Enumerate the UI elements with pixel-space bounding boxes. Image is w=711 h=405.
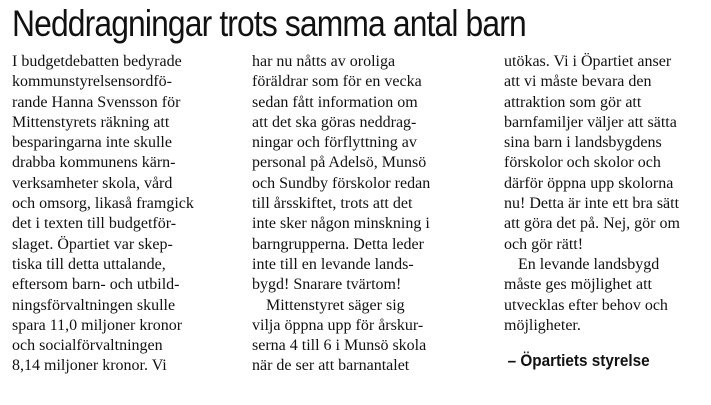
body-line: verksamheter skola, vård (12, 174, 173, 192)
body-line: ningsförvaltningen skulle (12, 296, 176, 314)
body-line: tiska till detta uttalande, (12, 255, 166, 273)
article-column-3 (504, 52, 709, 371)
body-line: ningar och förflyttning av (252, 134, 417, 152)
body-line: när de ser att barnantalet (252, 357, 410, 375)
body-line: 8,14 miljoner kronor. Vi (12, 357, 167, 375)
body-line: nu! Detta är inte ett bra sätt (504, 195, 680, 213)
body-line: serna 4 till 6 i Munsö skola (252, 337, 427, 355)
headline: Neddragningar trots samma antal barn (12, 3, 526, 44)
body-line: har nu nåtts av oroliga (252, 53, 396, 70)
body-line: vilja öppna upp för årskur- (252, 316, 424, 334)
body-line: inte sker någon minskning i (252, 215, 430, 233)
body-line: och omsorg, likaså framgick (12, 195, 194, 213)
body-line: förskolor och skolor och (504, 154, 661, 172)
article-column-2 (252, 52, 482, 377)
body-line: attraktion som gör att (504, 93, 642, 111)
body-line: drabba kommunens kärn- (12, 154, 176, 172)
body-line: och socialförvaltningen (12, 337, 163, 355)
body-line: I budgetdebatten bedyrade (12, 53, 182, 70)
body-line: bygd! Snarare tvärtom! (252, 276, 402, 294)
body-line: spara 11,0 miljoner kronor (12, 316, 183, 334)
body-line: utvecklas efter behov och (504, 296, 668, 314)
paragraph-start-line: En levande landsbygd (518, 255, 660, 273)
body-line: barngrupperna. Detta leder (252, 235, 424, 253)
body-line: sina barn i landsbygdens (504, 134, 662, 152)
body-line: möjligheter. (504, 316, 581, 334)
body-line: Mittenstyrets räkning att (12, 113, 170, 131)
body-line: sedan fått information om (252, 93, 418, 111)
body-line: slaget. Öpartiet var skep- (12, 235, 173, 253)
body-line: att göra det på. Nej, gör om (504, 215, 680, 233)
body-line: till årsskiftet, trots att det (252, 195, 413, 213)
article-column-1 (12, 52, 242, 377)
body-line: barnfamiljer väljer att sätta (504, 113, 677, 131)
body-line: personal på Adelsö, Munsö (252, 154, 427, 172)
body-line: kommunstyrelsensordfö- (12, 73, 172, 91)
body-line: det i texten till budgetför- (12, 215, 177, 233)
body-line: besparingarna inte skulle (12, 134, 172, 152)
body-line: därför öppna upp skolorna (504, 174, 674, 192)
body-line: måste ges möjlighet att (504, 276, 652, 294)
body-line: rande Hanna Svensson för (12, 93, 181, 111)
body-line: eftersom barn- och utbild- (12, 276, 180, 294)
body-line: föräldrar som för en vecka (252, 73, 422, 91)
body-line: utökas. Vi i Öpartiet anser (504, 53, 672, 70)
body-line: och Sundby förskolor redan (252, 174, 431, 192)
body-line: inte till en levande lands- (252, 255, 414, 273)
signature: – Öpartiets styrelse (507, 351, 650, 371)
body-line: och gör rätt! (504, 235, 584, 253)
paragraph-start-line: Mittenstyret säger sig (266, 296, 405, 314)
body-line: att det ska göras neddrag- (252, 113, 417, 131)
body-line: att vi måste bevara den (504, 73, 652, 91)
